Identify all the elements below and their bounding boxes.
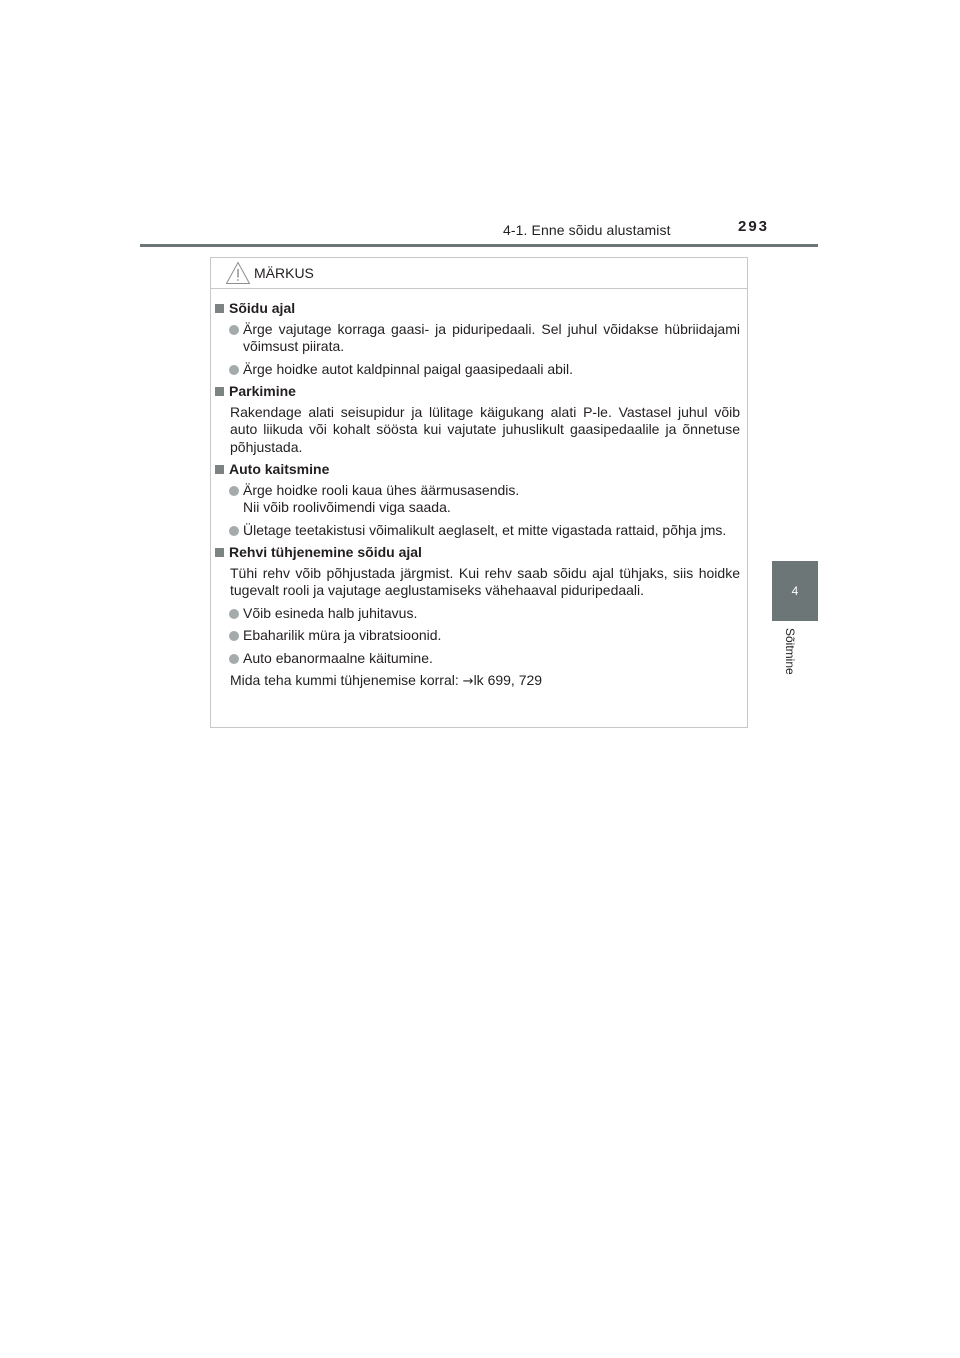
section-title: Sõidu ajal — [211, 300, 747, 318]
notice-header — [211, 258, 747, 289]
header-rule — [140, 244, 818, 247]
chapter-label: Sõitmine — [783, 628, 797, 675]
circle-bullet-icon — [229, 365, 239, 375]
warning-triangle-icon — [225, 261, 251, 285]
square-bullet-icon — [215, 387, 224, 396]
circle-bullet-icon — [229, 325, 239, 335]
paragraph: Tühi rehv võib põhjustada järgmist. Kui rehv saab sõidu ajal tühjaks, siis hoidke tugevalt rooli ja vajutage aeglustamiseks vähehaaval piduripedaali. — [230, 564, 740, 598]
circle-bullet-icon — [229, 654, 239, 664]
arrow-icon: → — [462, 674, 474, 689]
list-item: Ebaharilik müra ja vibratsioonid. — [211, 627, 747, 645]
list-item: Ärge hoidke autot kaldpinnal paigal gaasipedaali abil. — [211, 361, 747, 379]
list-item: Võib esineda halb juhitavus. — [211, 605, 747, 623]
notice-body — [211, 300, 747, 691]
header-section-title: 4-1. Enne sõidu alustamist — [503, 222, 671, 238]
notice-box — [210, 257, 748, 728]
paragraph: Rakendage alati seisupidur ja lülitage käigukang alati P-le. Vastasel juhul võib auto liikuda või kohalt söösta kui vajutate juhuslikult gaasipedaalile ja õnnetuse põhjustada. — [230, 403, 740, 455]
list-item: Auto ebanormaalne käitumine. — [211, 650, 747, 668]
chapter-number: 4 — [791, 584, 799, 598]
circle-bullet-icon — [229, 609, 239, 619]
section-title: Auto kaitsmine — [211, 461, 747, 479]
page-number: 293 — [738, 218, 770, 235]
list-item: Ületage teetakistusi võimalikult aeglaselt, et mitte vigastada rattaid, põhja jms. — [211, 522, 747, 540]
circle-bullet-icon — [229, 631, 239, 641]
page-reference-link[interactable]: lk 699, 729 — [473, 672, 543, 688]
circle-bullet-icon — [229, 526, 239, 536]
list-item: Ärge hoidke rooli kaua ühes äärmusasendis. Nii võib roolivõimendi viga saada. — [211, 482, 747, 517]
square-bullet-icon — [215, 548, 224, 557]
circle-bullet-icon — [229, 486, 239, 496]
square-bullet-icon — [215, 304, 224, 313]
section-title: Parkimine — [211, 383, 747, 401]
section-title: Rehvi tühjenemine sõidu ajal — [211, 544, 747, 562]
list-item: Ärge vajutage korraga gaasi- ja piduripedaali. Sel juhul võidakse hübriidajami võimsust piirata. — [211, 321, 747, 356]
paragraph: Mida teha kummi tühjenemise korral: →lk 699, 729 — [230, 672, 543, 689]
chapter-tab — [772, 561, 818, 621]
notice-title: MÄRKUS — [254, 265, 314, 281]
square-bullet-icon — [215, 465, 224, 474]
